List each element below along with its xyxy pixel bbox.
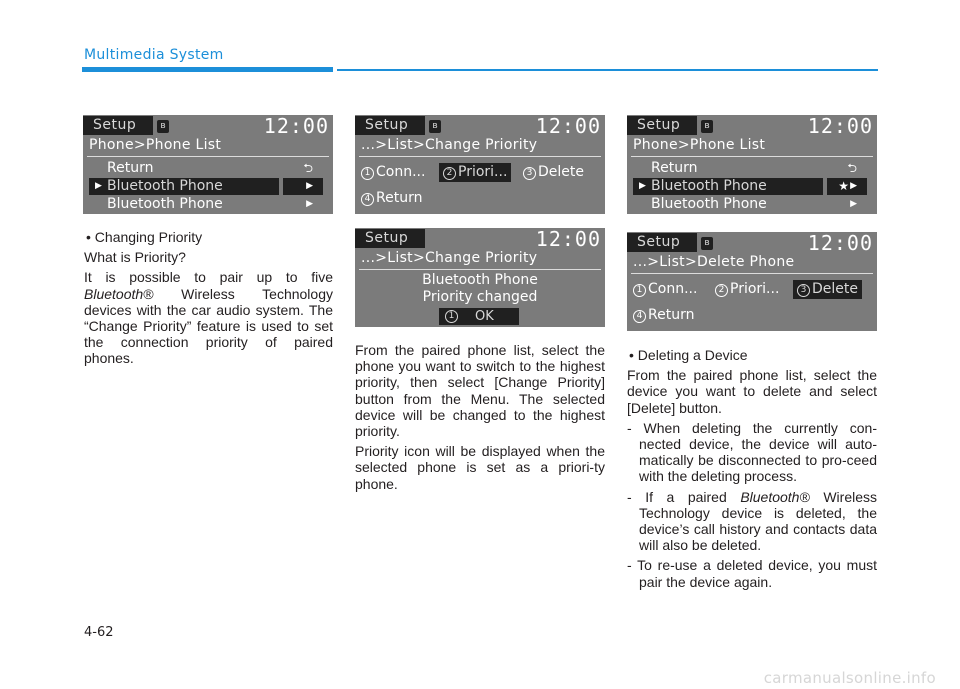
screen-path: Phone>Phone List (89, 137, 222, 153)
clock-display: 12:00 (263, 115, 329, 138)
section-title: Multimedia System (84, 47, 224, 63)
list-item-label: Bluetooth Phone (107, 196, 223, 212)
setup-tab[interactable]: Setup (355, 116, 425, 135)
bluetooth-icon: ʙ (157, 120, 169, 133)
bluetooth-brand-text: Bluetooth® (84, 285, 154, 302)
chevron-right-icon: ▶ (306, 181, 313, 191)
header-rule-thin (337, 69, 878, 71)
bullet-text: Deleting a Device (637, 347, 748, 363)
message-line-1: Bluetooth Phone (422, 272, 538, 288)
menu-item-return[interactable] (361, 189, 422, 208)
play-arrow-icon: ▶ (639, 181, 646, 191)
setup-tab[interactable]: Setup (627, 116, 697, 135)
bullet-deleting-device: • Deleting a Device (629, 347, 748, 363)
menu-item-label: Conn... (648, 281, 698, 297)
screen-path: ...>List>Change Priority (361, 250, 538, 266)
screen-path: Phone>Phone List (633, 137, 766, 153)
list-item-label: Return (651, 160, 698, 176)
paragraph-text: It is possible to pair up to five (84, 269, 333, 286)
list-item-phone-selected[interactable] (633, 178, 871, 195)
list-item-return[interactable] (633, 160, 871, 177)
menu-item-delete[interactable] (793, 280, 862, 299)
bluetooth-icon: ʙ (701, 120, 713, 133)
menu-item-connect[interactable] (633, 280, 697, 299)
list-item-label: Bluetooth Phone (107, 178, 223, 194)
header-rule-thick (82, 67, 333, 72)
divider (631, 156, 873, 157)
divider (359, 156, 601, 157)
screen-path: ...>List>Delete Phone (633, 254, 795, 270)
chevron-right-icon: ▶ (850, 181, 857, 191)
screen-priority-changed (355, 228, 605, 327)
number-1-icon: 1 (361, 167, 374, 180)
divider (631, 273, 873, 274)
screen-change-priority (355, 115, 605, 214)
clock-display: 12:00 (535, 228, 601, 251)
menu-item-delete[interactable] (523, 163, 584, 182)
menu-item-label: Priori... (458, 164, 508, 180)
paragraph-text: Wireless Technology devices with the car audio system. The “Change Priority” feature is used to set the connection priority of paired phones. (84, 285, 333, 367)
dash-text: Wireless Technology device is deleted, the device’s call history and contacts data will also be deleted. (639, 488, 878, 554)
paragraph-priority-icon: Priority icon will be displayed when the selected phone is set as a priori-ty phone. (355, 443, 605, 492)
divider (87, 156, 329, 157)
paragraph-select-phone: From the paired phone list, select the phone you want to switch to the highest priority, then select [Change Priority] button from the Menu. The selected device will be changed to the highest priority. (355, 342, 605, 440)
play-arrow-icon: ▶ (95, 181, 102, 191)
selection-highlight-right (283, 178, 323, 195)
dash-text: - If a paired (627, 488, 727, 505)
dash-item-reuse: - To re-use a deleted device, you must pair the device again. (627, 557, 877, 590)
dash-item-history (627, 489, 877, 554)
divider (359, 269, 601, 270)
menu-item-label: Priori... (730, 281, 780, 297)
menu-item-label: Return (648, 307, 695, 323)
menu-item-priority[interactable] (439, 163, 511, 182)
number-4-icon: 4 (361, 193, 374, 206)
screen-phone-list (83, 115, 333, 214)
chevron-right-icon: ▶ (850, 199, 857, 209)
setup-tab[interactable]: Setup (83, 116, 153, 135)
number-3-icon: 3 (523, 167, 536, 180)
clock-display: 12:00 (807, 115, 873, 138)
number-4-icon: 4 (633, 310, 646, 323)
menu-item-return[interactable] (633, 306, 694, 325)
setup-tab[interactable]: Setup (627, 233, 697, 252)
number-3-icon: 3 (797, 284, 810, 297)
bullet-changing-priority: • Changing Priority (86, 229, 203, 245)
menu-item-label: Delete (538, 164, 584, 180)
setup-tab[interactable]: Setup (355, 229, 425, 248)
page-number: 4-62 (84, 625, 114, 640)
ok-button-label: OK (475, 309, 494, 324)
watermark: carmanualsonline.info (763, 669, 936, 687)
menu-item-priority[interactable] (715, 280, 779, 299)
menu-item-label: Delete (812, 281, 858, 297)
list-item-phone[interactable] (89, 196, 327, 213)
number-1-icon: 1 (445, 310, 458, 323)
message-line-2: Priority changed (422, 289, 538, 305)
list-item-label: Return (107, 160, 154, 176)
priority-star-icon: ★ (838, 179, 849, 193)
menu-item-connect[interactable] (361, 163, 425, 182)
number-2-icon: 2 (715, 284, 728, 297)
list-item-phone-selected[interactable] (89, 178, 327, 195)
clock-display: 12:00 (535, 115, 601, 138)
screen-phone-list-priority (627, 115, 877, 214)
bluetooth-icon: ʙ (701, 237, 713, 250)
column-1-text (84, 229, 333, 371)
chevron-right-icon: ▶ (306, 199, 313, 209)
screen-delete-phone (627, 232, 877, 331)
list-item-return[interactable] (89, 160, 327, 177)
return-arrow-icon: ⮌ (847, 161, 857, 175)
question-heading: What is Priority? (84, 249, 186, 266)
list-item-phone[interactable] (633, 196, 871, 213)
dash-item-connected: - When deleting the currently con-nected device, the device will auto-matically be disconnected to pro-ceed with the deleting process. (627, 419, 877, 485)
number-2-icon: 2 (443, 167, 456, 180)
column-2-text (355, 342, 605, 496)
bluetooth-brand-text: Bluetooth® (740, 488, 810, 505)
screen-path: ...>List>Change Priority (361, 137, 538, 153)
list-item-label: Bluetooth Phone (651, 196, 767, 212)
paragraph-delete: From the paired phone list, select the device you want to delete and select [Delete] button. (627, 367, 877, 416)
column-3-text (627, 347, 877, 594)
clock-display: 12:00 (807, 232, 873, 255)
return-arrow-icon: ⮌ (303, 161, 313, 175)
priority-paragraph (84, 269, 333, 366)
ok-button[interactable] (439, 308, 519, 325)
list-item-label: Bluetooth Phone (651, 178, 767, 194)
bluetooth-icon: ʙ (429, 120, 441, 133)
menu-item-label: Conn... (376, 164, 426, 180)
number-1-icon: 1 (633, 284, 646, 297)
menu-item-label: Return (376, 190, 423, 206)
bullet-text: Changing Priority (94, 229, 203, 245)
